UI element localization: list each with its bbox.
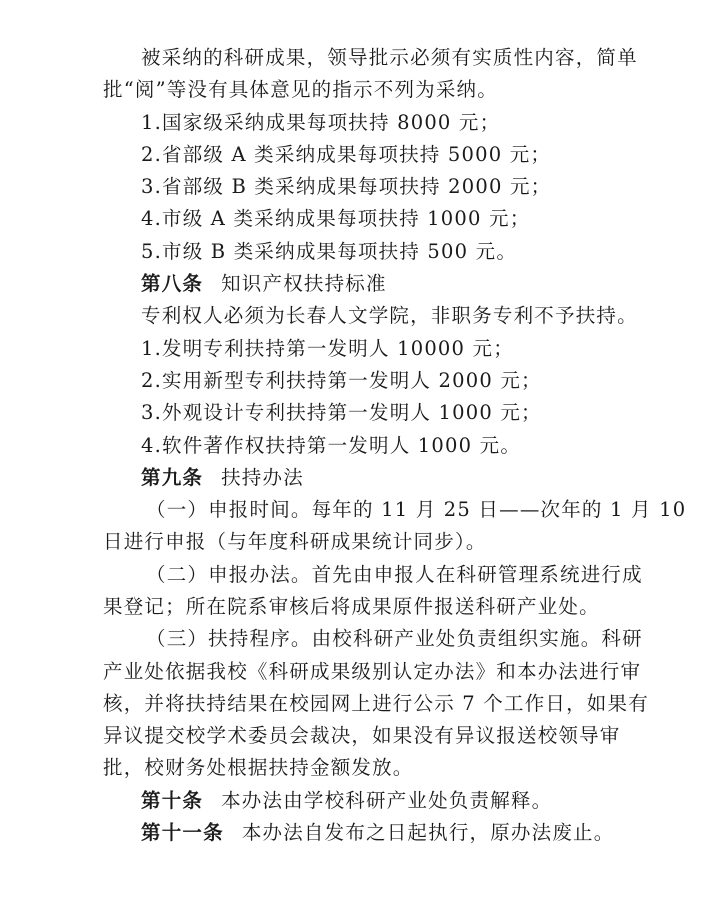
- article-11-heading: 第十一条: [141, 821, 224, 844]
- article-9-title: 扶持办法: [221, 466, 304, 489]
- article-9-para-3-line-5: 批，校财务处根据扶持金额发放。: [103, 756, 414, 779]
- article-9-para-3-line-3: 核，并将扶持结果在校园网上进行公示 7 个工作日，如果有: [103, 692, 649, 715]
- article-11-line: [141, 820, 614, 846]
- article-9-para-2-line-2: 果登记；所在院系审核后将成果原件报送科研产业处。: [103, 595, 600, 618]
- article-9-para-3-line-1: （三）扶持程序。由校科研产业处负责组织实施。科研: [146, 627, 643, 650]
- article-10-text: 本办法由学校科研产业处负责解释。: [221, 789, 553, 812]
- article-8-title: 知识产权扶持标准: [221, 272, 387, 295]
- adoption-item-5: 5.市级 B 类采纳成果每项扶持 500 元。: [141, 240, 518, 263]
- article-11-text: 本办法自发布之日起执行，原办法废止。: [241, 821, 615, 844]
- article-8-heading-line: [141, 271, 387, 297]
- article-9-heading: 第九条: [141, 466, 204, 489]
- article-9-para-3-line-4: 异议提交校学术委员会裁决，如果没有异议报送校领导审: [103, 724, 621, 747]
- patent-item-3: 3.外观设计专利扶持第一发明人 1000 元；: [141, 401, 542, 424]
- adoption-paragraph-line-2: 批“阅”等没有具体意见的指示不列为采纳。: [103, 78, 498, 101]
- article-8-heading: 第八条: [141, 272, 204, 295]
- article-10-heading: 第十条: [141, 789, 204, 812]
- patent-item-4: 4.软件著作权扶持第一发明人 1000 元。: [141, 434, 522, 457]
- article-9-para-1-line-2: 日进行申报（与年度科研成果统计同步）。: [103, 530, 487, 553]
- article-9-para-3-line-2: 产业处依据我校《科研成果级别认定办法》和本办法进行审: [103, 660, 642, 683]
- adoption-item-2: 2.省部级 A 类采纳成果每项扶持 5000 元；: [141, 143, 552, 166]
- patent-item-2: 2.实用新型专利扶持第一发明人 2000 元；: [141, 369, 542, 392]
- adoption-item-1: 1.国家级采纳成果每项扶持 8000 元；: [141, 111, 501, 134]
- article-9-para-1-line-1: （一）申报时间。每年的 11 月 25 日——次年的 1 月 10: [146, 498, 687, 521]
- article-10-line: [141, 788, 552, 814]
- article-8-intro: 专利权人必须为长春人文学院，非职务专利不予扶持。: [141, 304, 638, 327]
- adoption-item-3: 3.省部级 B 类采纳成果每项扶持 2000 元；: [141, 175, 552, 198]
- article-9-heading-line: [141, 465, 304, 491]
- patent-item-1: 1.发明专利扶持第一发明人 10000 元；: [141, 337, 514, 360]
- article-9-para-2-line-1: （二）申报办法。首先由申报人在科研管理系统进行成: [146, 563, 643, 586]
- adoption-item-4: 4.市级 A 类采纳成果每项扶持 1000 元；: [141, 207, 531, 230]
- adoption-paragraph-line-1: 被采纳的科研成果，领导批示必须有实质性内容，简单: [141, 46, 638, 69]
